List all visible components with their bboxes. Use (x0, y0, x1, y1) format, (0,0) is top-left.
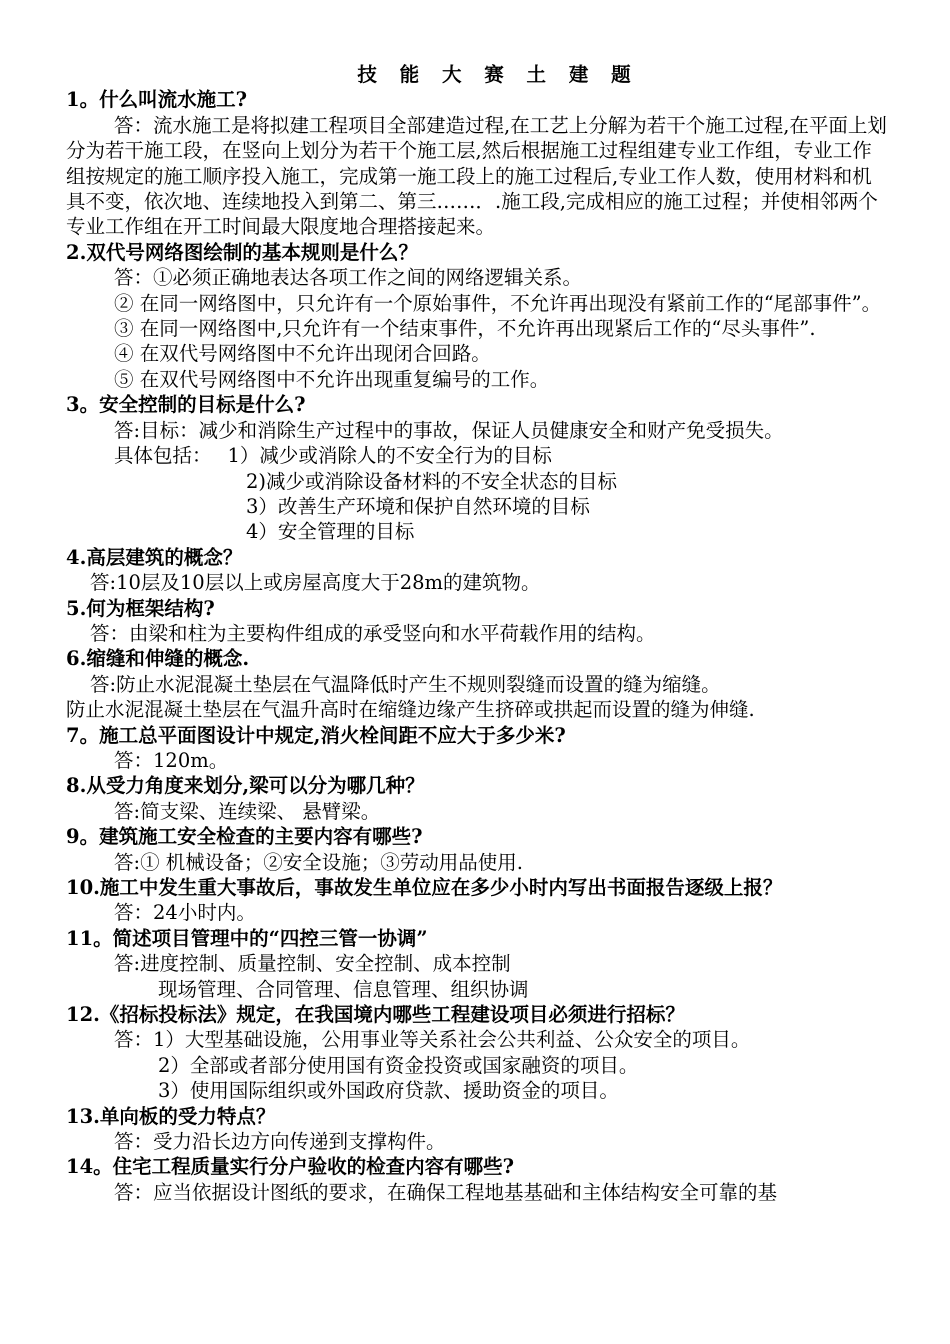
question-line: 6.缩缝和伸缝的概念. (66, 647, 250, 671)
question-line: 4.高层建筑的概念？ (66, 545, 243, 569)
question-line: 12.《招标投标法》规定，在我国境内哪些工程建设项目必须进行招标？ (66, 1003, 685, 1027)
answer-line: 防止水泥混凝土垫层在气温升高时在缩缝边缘产生挤碎或拱起而设置的缝为伸缝. (66, 698, 755, 722)
question-line: 3。安全控制的目标是什么? (66, 393, 306, 417)
answer-line: 3）改善生产环境和保护自然环境的目标 (246, 494, 590, 518)
question-line: 5.何为框架结构? (66, 596, 215, 620)
answer-line: 答：24小时内。 (114, 901, 256, 925)
answer-line: 答：120m。 (114, 748, 229, 772)
answer-line: ③ 在同一网络图中,只允许有一个结束事件，不允许再出现紧后工作的“尽头事件”. (114, 317, 816, 341)
answer-line: 答：由梁和柱为主要构件组成的承受竖向和水平荷载作用的结构。 (90, 621, 656, 645)
question-line: 13.单向板的受力特点？ (66, 1104, 276, 1128)
question-line: 7。施工总平面图设计中规定,消火栓间距不应大于多少米? (66, 723, 566, 747)
document-body (66, 87, 890, 1205)
answer-line: 答:简支梁、连续梁、 悬臂梁。 (114, 799, 381, 823)
question-line: 11。简述项目管理中的“四控三管一协调” (66, 926, 428, 950)
answer-line: 答:防止水泥混凝土垫层在气温降低时产生不规则裂缝而设置的缝为缩缝。 (90, 672, 721, 696)
question-line: 10.施工中发生重大事故后，事故发生单位应在多少小时内写出书面报告逐级上报？ (66, 876, 783, 899)
answer-line: 现场管理、合同管理、信息管理、组织协调 (158, 977, 529, 1001)
answer-line: 具体包括： 1）减少或消除人的不安全行为的目标 (114, 444, 552, 468)
answer-line: 答：①必须正确地表达各项工作之间的网络逻辑关系。 (114, 266, 583, 290)
page-title: 技 能 大 赛 土 建 题 (357, 63, 639, 86)
answer-line: 答:① 机械设备；②安全设施；③劳动用品使用. (114, 850, 523, 874)
answer-line: 2）全部或者部分使用国有资金投资或国家融资的项目。 (158, 1053, 639, 1077)
question-line: 8.从受力角度来划分,梁可以分为哪几种？ (66, 774, 425, 798)
answer-line: 2)减少或消除设备材料的不安全状态的目标 (246, 469, 618, 493)
question-line: 9。建筑施工安全检查的主要内容有哪些? (66, 825, 423, 849)
question-line: 1。什么叫流水施工? (66, 88, 247, 112)
answer-line: 答:10层及10层以上或房屋高度大于28m的建筑物。 (90, 571, 541, 595)
answer-line: 4）安全管理的目标 (246, 520, 415, 544)
answer-line: 答:进度控制、质量控制、安全控制、成本控制 (114, 952, 511, 976)
answer-line: ④ 在双代号网络图中不允许出现闭合回路。 (114, 342, 491, 366)
answer-line: 答：应当依据设计图纸的要求，在确保工程地基基础和主体结构安全可靠的基 (114, 1180, 778, 1204)
answer-line: ⑤ 在双代号网络图中不允许出现重复编号的工作。 (114, 367, 550, 391)
question-line: 2.双代号网络图绘制的基本规则是什么？ (66, 240, 418, 264)
answer-line: ② 在同一网络图中，只允许有一个原始事件，不允许再出现没有紧前工作的“尾部事件”。 (114, 291, 882, 315)
answer-line: 答:目标：减少和消除生产过程中的事故，保证人员健康安全和财产免受损失。 (114, 418, 784, 442)
question-line: 14。住宅工程质量实行分户验收的检查内容有哪些? (66, 1155, 515, 1179)
answer-line: 3）使用国际组织或外国政府贷款、援助资金的项目。 (158, 1079, 619, 1103)
answer-line: 答：流水施工是将拟建工程项目全部建造过程,在工艺上分解为若干个施工过程,在平面上划分为若干施工段，在竖向上划分为若干个施工层,然后根据施工过程组建专业工作组，专业工作组按规定的施工顺序投入施工，完成第一施工段上的施工过程后,专业工作人数，使用材料和机具不变，依次地、连续地投入到第二、第三……．.施工段,完成相应的施工过程；并使相邻两个专业工作组在开工时间最大限度地合理搭接起来。 (66, 113, 887, 239)
answer-line: 答：1）大型基础设施，公用事业等关系社会公共利益、公众安全的项目。 (114, 1028, 751, 1052)
answer-line: 答：受力沿长边方向传递到支撑构件。 (114, 1130, 446, 1154)
